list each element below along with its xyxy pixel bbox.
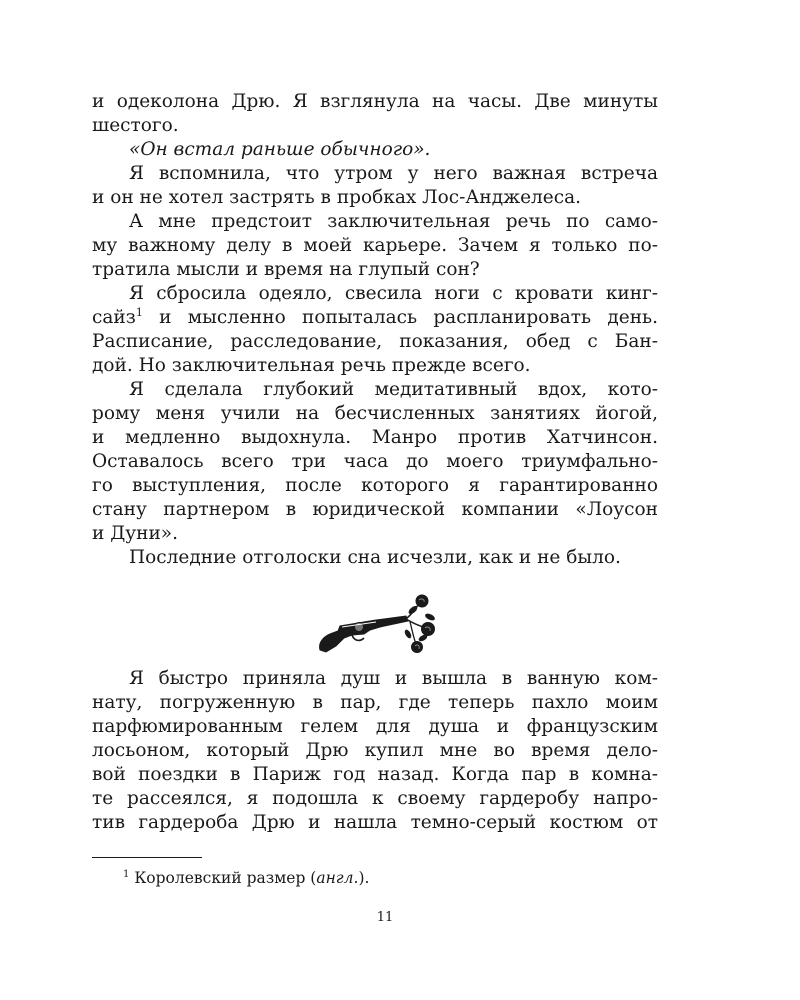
text-line: Расписание, расследование, показания, обед с Бан- <box>92 331 658 352</box>
text-line: нату, погруженную в пар, где теперь пахло моим <box>92 692 658 713</box>
text-line <box>92 306 658 330</box>
text-line: те рассеялся, я подошла к своему гардеробу напро- <box>92 788 658 809</box>
revolver-roses-ornament-icon <box>316 594 446 656</box>
text-line: Я быстро приняла душ и вышла в ванную ком- <box>129 668 658 689</box>
main-text-block-2 <box>92 667 658 835</box>
text-line: Оставалось всего три часа до моего триумфально- <box>92 451 658 472</box>
text-line: вой поездки в Париж год назад. Когда пар в комна- <box>92 764 658 785</box>
footnote-close: ). <box>358 869 370 887</box>
text-line: дой. Но заключительная речь прежде всего. <box>92 355 531 376</box>
text-line: шестого. <box>92 115 179 136</box>
text-line: и Дуни». <box>92 523 178 544</box>
text-line: «Он встал раньше обычного». <box>129 139 431 160</box>
footnote-ref: 1 <box>135 306 143 319</box>
text-line: лосьоном, который Дрю купил мне во время дело- <box>92 740 658 761</box>
footnote-text: Королевский размер ( <box>134 869 317 887</box>
footnote-italic: англ. <box>316 869 359 887</box>
text-line: Последние отголоски сна исчезли, как и не было. <box>129 547 621 568</box>
text-line: и медленно выдохнула. Манро против Хатчинсон. <box>92 427 658 448</box>
footnote <box>123 868 369 888</box>
page-number: 11 <box>376 910 394 925</box>
text-line: Я сделала глубокий медитативный вдох, кото- <box>129 379 658 400</box>
text-line: стану партнером в юридической компании «Лоусон <box>92 499 658 520</box>
footnote-mark: 1 <box>123 869 130 880</box>
text-line: Я сбросила одеяло, свесила ноги с кровати кинг- <box>129 283 658 304</box>
text-line: Я вспомнила, что утром у него важная встреча <box>129 163 658 184</box>
text-line: го выступления, после которого я гарантированно <box>92 475 658 496</box>
text-line: рому меня учили на бесчисленных занятиях йогой, <box>92 403 658 424</box>
text-line: му важному делу в моей карьере. Зачем я только по- <box>92 235 658 256</box>
main-text-block <box>92 90 658 570</box>
text-line: и одеколона Дрю. Я взглянула на часы. Две минуты <box>92 91 658 112</box>
text-line-rest: и мысленно попыталась распланировать день. <box>159 307 658 328</box>
footnote-divider <box>92 857 202 858</box>
text-line: и он не хотел застрять в пробках Лос-Анджелеса. <box>92 187 582 208</box>
text-line: парфюмированным гелем для душа и французским <box>92 716 658 737</box>
text-line: тратила мысли и время на глупый сон? <box>92 259 480 280</box>
text-line: тив гардероба Дрю и нашла темно-серый костюм от <box>92 812 658 833</box>
text-line-start: сайз <box>92 307 136 328</box>
text-line: А мне предстоит заключительная речь по само- <box>129 211 658 232</box>
